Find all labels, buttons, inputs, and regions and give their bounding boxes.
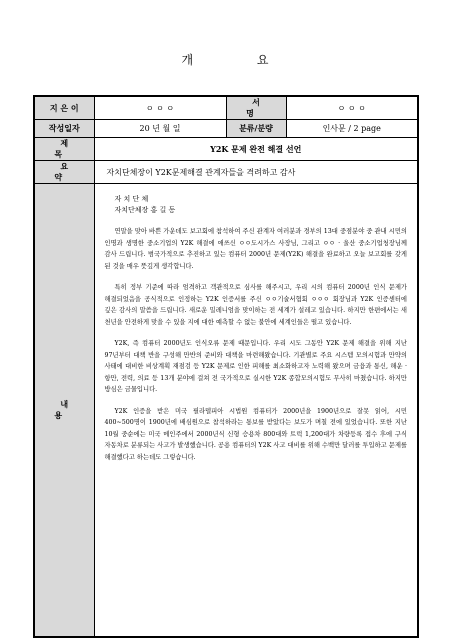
date-label: 작성일자 — [34, 120, 94, 138]
content-row — [34, 184, 418, 638]
content-paragraph-3: Y2K, 즉 컴퓨터 2000년도 인식오류 문제 때문입니다. 우리 시도 그동안 Y2K 문제 해결을 위해 지난 97년부터 대책 반을 구성해 만반의 준비와 대책을 마련해왔습니다. 기관별로 주요 시스템 모의시험과 만약의 사태에 대비한 비상계획 재점검 등 Y2K 문제로 인한 피해를 최소화하고자 노력해 왔으며 금융과 통신, 해운 · 항만, 전력, 의료 등 13개 분야에 걸쳐 전 국가적으로 실시한 Y2K 종합모의시험도 무사히 마쳤습니다. 하지만 방심은 금물입니다. — [104, 340, 407, 393]
content-label: 내 용 — [34, 184, 94, 638]
signature-value: ㅇ ㅇ ㅇ — [286, 96, 418, 120]
content-paragraph-1: 연말을 맞아 바쁜 가운데도 보고회에 참석하여 주신 관계자 여러분과 경부의 13대 중점분야 중 관내 시민의 인명과 생명한 중소기업의 Y2K 해결에 애쓰신 ㅇㅇ도시가스 사장님, 그리고 ㅇㅇ · 울산 중소기업청장님께 감사 드립니다. 범국가적으로 추진하고 있는 컴퓨터 2000년 문제(Y2K) 해결을 완료하고 오늘 보고회를 갖게 된 것을 매우 뜻깊게 생각합니다. — [104, 228, 407, 270]
date-value: 20 년 월 일 — [94, 120, 226, 138]
author-value: ㅇ ㅇ ㅇ — [94, 96, 226, 120]
content-paragraph-4: Y2K 인증을 받은 미국 필라델피아 시법원 컴퓨터가 2000년을 1900년으로 잘못 읽어, 시민 400~500명이 1900년에 배심원으로 참석하라는 통보를 받았다는 보도가 며칠 전에 있었습니다. 또한 지난 10월 중순에는 미국 메인주에서 2000년식 신형 승용차 800대와 트럭 1,200대가 차량등록 접수 후에 구식 자동차로 분류되는 사고가 발생했습니다. 공용 컴퓨터의 Y2K 사고 대비를 위해 수백만 달러를 투입하고 문제를 해결했다고 하는데도 그렇습니다. — [104, 407, 407, 461]
category-label: 분류/분량 — [226, 120, 286, 138]
signature-label: 서 명 — [226, 96, 286, 120]
summary-value: 자치단체장이 Y2K문제해결 관계자들을 격려하고 감사 — [94, 161, 418, 184]
date-row — [34, 120, 418, 138]
document-title: Y2K 문제 완전 해결 선언 — [94, 138, 418, 161]
address-line-1: 자 치 단 체 — [114, 195, 149, 203]
category-value: 인사문 / 2 page — [286, 120, 418, 138]
author-label: 지 은 이 — [34, 96, 94, 120]
summary-label: 요 약 — [34, 161, 94, 184]
title-label: 제 목 — [34, 138, 94, 161]
content-body — [94, 184, 418, 638]
content-paragraph-2: 특히 정부 기준에 따라 엄격하고 객관적으로 심사를 해주시고, 우리 시의 컴퓨터 2000년 인식 문제가 해결되었음을 공식적으로 인정하는 Y2K 인증서를 주신 ㅇㅇ기술서협회 ㅇㅇㅇ 회장님과 Y2K 인증센터에 깊은 감사의 말씀을 드립니다. 새로운 밀레니엄을 맞이하는 전 세계가 설레고 있습니다. 하지만 한편에서는 새 천년을 안전하게 맞을 수 있을 지에 대한 예측할 수 없는 불안에 세계인들은 떨고 있습니다. — [104, 284, 407, 326]
summary-row — [34, 161, 418, 184]
title-row — [34, 138, 418, 161]
author-row — [34, 96, 418, 120]
page-title: 개 요 — [181, 53, 299, 67]
address-line-2: 자치단체장 홍 길 동 — [114, 206, 176, 214]
document-form-table — [33, 95, 419, 638]
